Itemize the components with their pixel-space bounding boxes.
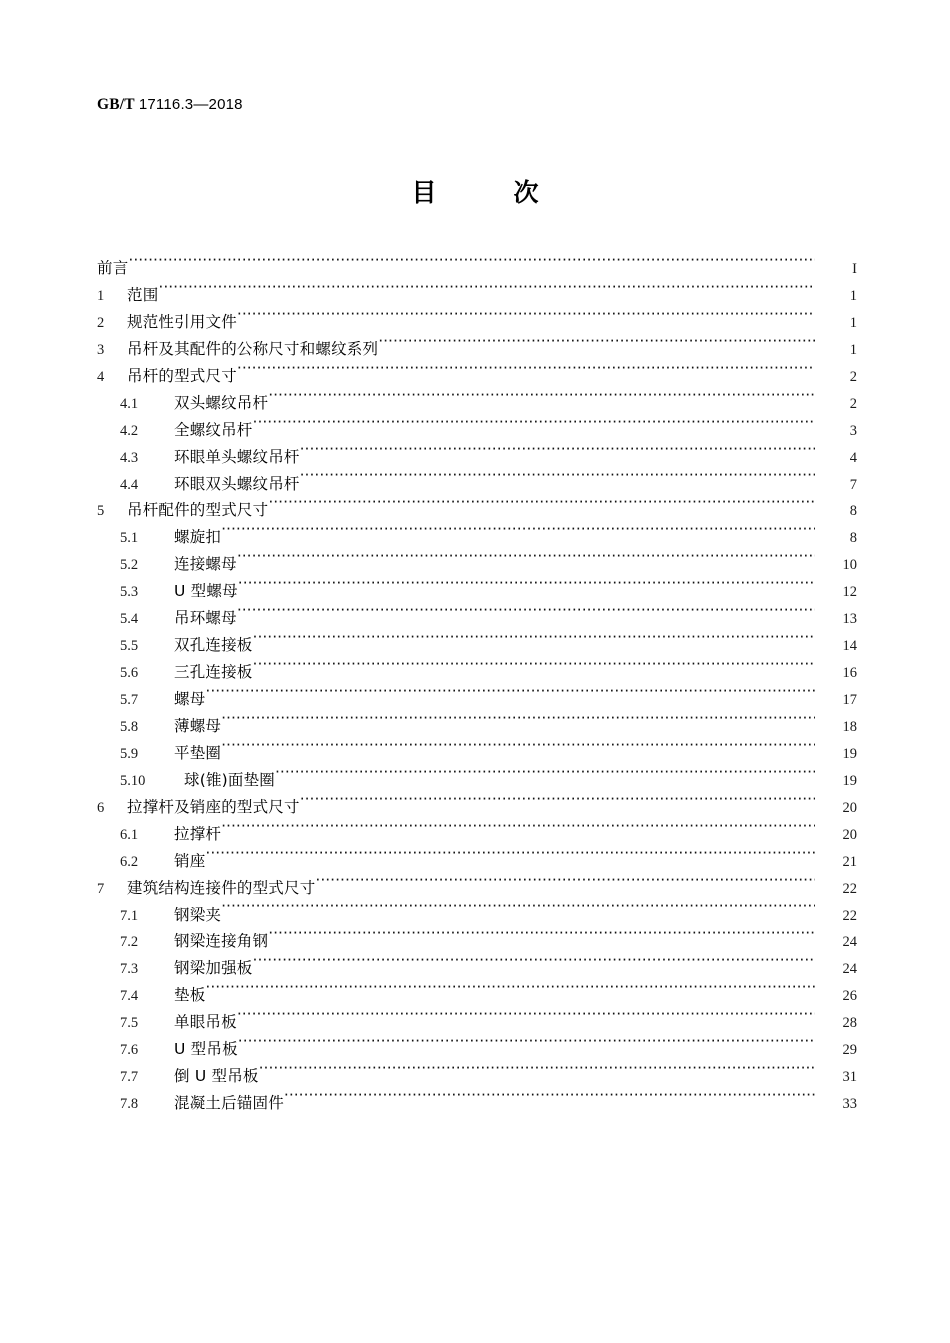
toc-entry-number: 2 (97, 314, 105, 331)
toc-entry[interactable] (97, 740, 857, 767)
toc-entry-number: 4.4 (120, 476, 139, 493)
standard-number-header (97, 96, 243, 114)
toc-entry-label: 连接螺母 (174, 555, 237, 574)
toc-entry[interactable] (97, 282, 857, 309)
toc-entry-label: 环眼单头螺纹吊杆 (174, 447, 300, 466)
toc-entry-number: 3 (97, 341, 105, 358)
toc-entry-page-number: 17 (842, 692, 857, 708)
toc-entry-label: 全螺纹吊杆 (174, 420, 253, 439)
toc-dot-leader (300, 796, 815, 812)
toc-entry-number: 6.1 (120, 826, 139, 843)
toc-dot-leader (221, 715, 815, 731)
toc-entry-page-number: 19 (842, 772, 857, 789)
toc-entry-page-number: 2 (849, 368, 857, 385)
toc-entry-label: 钢梁夹 (174, 905, 222, 924)
toc-entry-label: 吊环螺母 (174, 609, 237, 628)
toc-entry-number: 7.3 (120, 961, 139, 978)
toc-entry-page-number: 20 (842, 826, 857, 843)
toc-entry-label: 螺母 (174, 690, 206, 708)
toc-entry[interactable] (97, 928, 857, 955)
toc-dot-leader (238, 581, 815, 597)
toc-entry[interactable] (97, 524, 857, 551)
toc-entry-page-number: 21 (842, 853, 857, 870)
toc-entry-label: 范围 (127, 285, 159, 304)
toc-entry-number: 7.2 (120, 934, 139, 951)
toc-entry-number: 5.10 (120, 772, 146, 789)
toc-entry-number: 5.4 (120, 611, 139, 628)
toc-entry-number: 7.6 (120, 1042, 139, 1059)
toc-dot-leader (205, 850, 815, 866)
toc-entry-label: 规范性引用文件 (127, 312, 237, 331)
toc-dot-leader (268, 931, 815, 947)
toc-entry[interactable] (97, 363, 857, 390)
toc-dot-leader (158, 284, 815, 300)
toc-entry-page-number: 24 (842, 961, 857, 978)
toc-entry-page-number: 19 (842, 745, 857, 762)
toc-entry-page-number: I (852, 261, 857, 277)
toc-dot-leader (221, 823, 815, 839)
toc-entry[interactable] (97, 1090, 857, 1117)
toc-dot-leader (205, 985, 815, 1001)
table-of-contents (97, 255, 857, 1117)
toc-entry[interactable] (97, 578, 857, 605)
toc-entry-label: 薄螺母 (174, 716, 222, 735)
toc-entry[interactable] (97, 390, 857, 417)
toc-entry-page-number: 33 (842, 1096, 857, 1113)
toc-entry[interactable] (97, 255, 857, 282)
toc-entry-label: 三孔连接板 (174, 663, 253, 682)
toc-entry-label: 拉撑杆及销座的型式尺寸 (127, 797, 300, 816)
toc-entry-page-number: 8 (849, 503, 857, 520)
toc-entry[interactable] (97, 605, 857, 632)
toc-entry-number: 6.2 (120, 853, 139, 870)
toc-entry-page-number: 22 (842, 880, 857, 897)
toc-entry-number: 7.8 (120, 1096, 139, 1113)
toc-entry[interactable] (97, 444, 857, 471)
toc-entry-number: 7.1 (120, 907, 139, 924)
toc-entry-number: 7.7 (120, 1069, 139, 1086)
toc-entry-page-number: 16 (842, 665, 857, 682)
toc-entry-label: U 型吊板 (174, 1040, 238, 1059)
toc-entry-page-number: 29 (842, 1042, 857, 1059)
toc-dot-leader (237, 311, 815, 327)
toc-entry-label: 垫板 (174, 986, 206, 1005)
toc-entry-number: 7 (97, 880, 105, 897)
toc-entry[interactable] (97, 632, 857, 659)
toc-entry-label: 前言 (97, 259, 129, 277)
toc-entry-number: 4.2 (120, 422, 139, 439)
toc-entry-number: 5.8 (120, 718, 139, 735)
toc-entry[interactable] (97, 336, 857, 363)
toc-entry-number: 5.9 (120, 745, 139, 762)
toc-entry[interactable] (97, 794, 857, 821)
toc-entry[interactable] (97, 551, 857, 578)
toc-entry-label: 建筑结构连接件的型式尺寸 (127, 878, 316, 897)
toc-entry-label: 双孔连接板 (174, 636, 253, 655)
toc-entry-label: 拉撑杆 (174, 824, 222, 843)
toc-entry-page-number: 20 (842, 799, 857, 816)
toc-dot-leader (238, 1039, 815, 1055)
toc-entry[interactable] (97, 982, 857, 1009)
toc-entry-page-number: 7 (849, 476, 857, 493)
toc-entry-page-number: 8 (849, 530, 857, 547)
toc-dot-leader (275, 769, 815, 785)
toc-entry-number: 5.5 (120, 638, 139, 655)
toc-dot-leader (253, 635, 815, 651)
toc-entry-page-number: 26 (842, 988, 857, 1005)
toc-entry-number: 7.5 (120, 1015, 139, 1032)
standard-code: GB/T (97, 96, 135, 113)
toc-dot-leader (259, 1066, 815, 1082)
toc-dot-leader (237, 365, 815, 381)
toc-dot-leader (268, 392, 815, 408)
toc-entry-label: 吊杆及其配件的公称尺寸和螺纹系列 (127, 339, 379, 358)
toc-dot-leader (253, 662, 815, 678)
toc-entry-label: 钢梁加强板 (174, 959, 253, 978)
toc-entry-number: 5.7 (120, 692, 139, 708)
toc-entry[interactable] (97, 1009, 857, 1036)
toc-entry-label: 吊杆配件的型式尺寸 (127, 501, 269, 520)
toc-entry[interactable] (97, 686, 857, 713)
toc-entry-page-number: 18 (842, 718, 857, 735)
toc-entry-label: U 型螺母 (174, 582, 238, 601)
toc-entry-page-number: 22 (842, 907, 857, 924)
toc-entry-number: 4 (97, 368, 105, 385)
toc-entry-label: 平垫圈 (174, 743, 222, 762)
toc-entry-number: 5.3 (120, 584, 139, 601)
toc-dot-leader (205, 689, 815, 705)
toc-entry-page-number: 31 (842, 1069, 857, 1086)
toc-dot-leader (237, 1012, 815, 1028)
toc-dot-leader (300, 446, 815, 462)
toc-dot-leader (221, 742, 815, 758)
toc-entry[interactable] (97, 1036, 857, 1063)
toc-entry-label: 钢梁连接角钢 (174, 932, 269, 951)
page-title: 目 次 (411, 178, 565, 207)
toc-entry-number: 4.3 (120, 449, 139, 466)
toc-entry-page-number: 10 (842, 557, 857, 574)
toc-entry-page-number: 24 (842, 934, 857, 951)
toc-entry-label: 销座 (174, 851, 206, 870)
toc-entry-page-number: 14 (842, 638, 857, 655)
toc-entry-page-number: 1 (849, 287, 857, 304)
toc-entry[interactable] (97, 659, 857, 686)
toc-entry-label: 螺旋扣 (174, 528, 222, 547)
toc-entry[interactable] (97, 1063, 857, 1090)
toc-entry[interactable] (97, 821, 857, 848)
toc-entry[interactable] (97, 848, 857, 875)
toc-entry[interactable] (97, 767, 857, 794)
toc-dot-leader (221, 527, 815, 543)
toc-entry-page-number: 4 (849, 449, 857, 466)
standard-number: 17116.3—2018 (138, 96, 243, 113)
toc-entry-page-number: 2 (849, 395, 857, 412)
toc-entry-number: 4.1 (120, 395, 139, 412)
toc-entry[interactable] (97, 417, 857, 444)
toc-dot-leader (315, 877, 815, 893)
toc-entry-label: 单眼吊板 (174, 1013, 237, 1032)
toc-dot-leader (128, 258, 815, 274)
toc-dot-leader (268, 500, 815, 516)
toc-entry-number: 6 (97, 799, 105, 816)
toc-entry-number: 1 (97, 287, 105, 304)
toc-entry-label: 吊杆的型式尺寸 (127, 366, 237, 385)
toc-entry-label: 球(锥)面垫圈 (184, 770, 275, 789)
toc-entry-page-number: 12 (842, 584, 857, 601)
toc-dot-leader (378, 338, 815, 354)
toc-entry-number: 5.2 (120, 557, 139, 574)
toc-entry-number: 5.6 (120, 665, 139, 682)
toc-entry[interactable] (97, 497, 857, 524)
toc-entry-page-number: 13 (842, 611, 857, 628)
toc-entry-page-number: 3 (849, 422, 857, 439)
toc-dot-leader (284, 1093, 815, 1109)
toc-dot-leader (237, 608, 815, 624)
toc-entry[interactable] (97, 875, 857, 902)
toc-dot-leader (237, 554, 815, 570)
toc-dot-leader (253, 419, 815, 435)
toc-entry-label: 混凝土后锚固件 (174, 1094, 284, 1113)
toc-dot-leader (300, 473, 815, 489)
toc-entry-label: 双头螺纹吊杆 (174, 393, 269, 412)
toc-entry[interactable] (97, 309, 857, 336)
toc-entry[interactable] (97, 902, 857, 929)
toc-entry-number: 7.4 (120, 988, 139, 1005)
toc-entry-label: 倒 U 型吊板 (174, 1067, 259, 1086)
toc-entry[interactable] (97, 713, 857, 740)
toc-dot-leader (221, 904, 815, 920)
toc-entry-page-number: 1 (849, 314, 857, 331)
toc-entry[interactable] (97, 471, 857, 498)
toc-entry-page-number: 1 (849, 341, 857, 358)
toc-entry-number: 5.1 (120, 530, 139, 547)
toc-entry[interactable] (97, 955, 857, 982)
toc-dot-leader (253, 958, 815, 974)
toc-entry-label: 环眼双头螺纹吊杆 (174, 474, 300, 493)
toc-entry-number: 5 (97, 503, 105, 520)
toc-entry-page-number: 28 (842, 1015, 857, 1032)
